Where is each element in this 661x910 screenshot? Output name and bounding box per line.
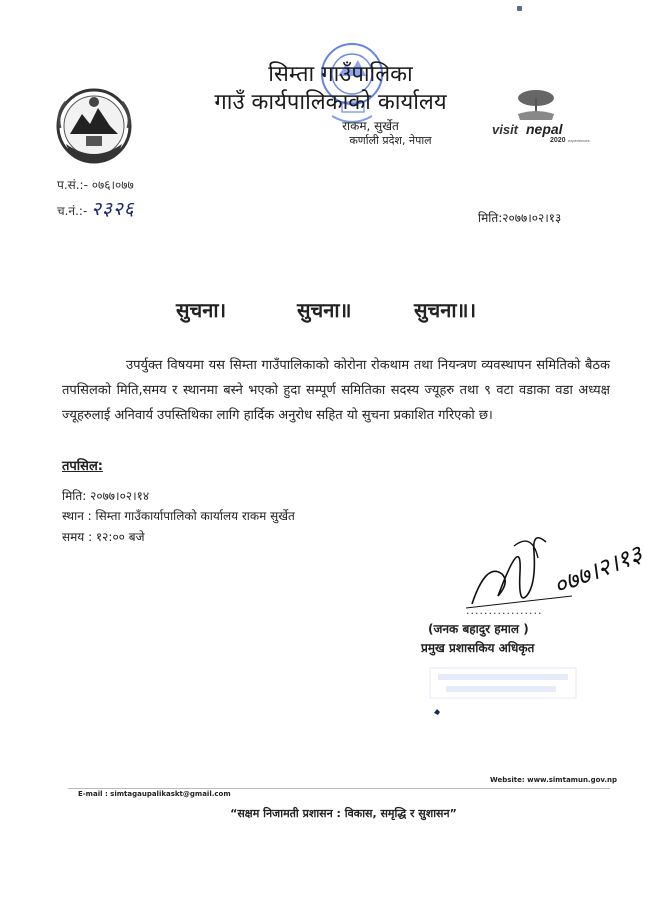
ink-speck [432,707,442,717]
address-line-1: राकम, सुर्खेत [342,119,399,133]
footer-motto: “सक्षम निजामती प्रशासन : विकास, समृद्धि र सुशासन” [230,807,457,820]
meeting-place: स्थान : सिम्ता गाउँकार्यापालिको कार्यालय राकम सुर्खेत [62,509,295,523]
officer-title: प्रमुख प्रशासकिय अधिकृत [421,641,535,655]
footer-website: Website: www.simtamun.gov.np [490,776,618,784]
meeting-time: समय : १२:०० बजे [62,530,145,544]
svg-text:visit: visit [492,122,519,137]
reference-chn [57,195,135,221]
notice-body [62,353,610,428]
notice-word-3: सुचना॥। [414,298,477,322]
municipality-name: सिम्ता गाउँपालिका [268,62,413,87]
chn-label: च.नं.:- [57,204,88,218]
handwritten-date: ०७७।२।१३ [549,539,647,601]
notice-word-1: सुचना। [176,298,227,322]
body-paragraph: उपर्युक्त विषयमा यस सिम्ता गाउँपालिकाको कोरोना रोकथाम तथा नियन्त्रण व्यवस्थापन समितिको बैठक तपसिलको मिति,समय र स्थानमा बस्ने भएको हुदा सम्पूर्ण समितिका सदस्य ज्यूहरु तथा ९ वटा वडाका वडा अध्यक्ष ज्यूहरुलाई अनिवार्य उपस्तिथिका लागि हार्दिक अनुरोध सहित यो सुचना प्रकाशित गरिएको छ। [62,358,610,423]
reference-ps [57,176,134,193]
details-title: तपसिल: [62,459,103,474]
chn-handwritten-value: २३२६ [91,198,135,220]
svg-text:nepal: nepal [526,121,563,137]
officer-name: (जनक बहादुर हमाल ) [428,622,529,636]
letter-date: मिति:२०७७।०२।१३ [478,211,562,225]
meeting-date: मिति: २०७७।०२।१४ [62,489,150,503]
address-line-2: कर्णाली प्रदेश, नेपाल [349,134,432,147]
svg-text:2020: 2020 [550,137,566,144]
signature-scrawl [462,512,647,618]
signature-dots: ................. [466,604,543,617]
faded-name-stamp [428,664,578,702]
footer-divider [68,788,610,789]
notice-heading [0,296,661,336]
svg-text:experiences: experiences [568,138,590,143]
corner-mark [517,6,522,11]
notice-word-2: सुचना॥ [297,298,352,322]
footer-email: E-mail : simtagaupalikaskt@gmail.com [78,790,231,798]
ps-label: प.सं.:- [57,178,88,192]
ps-value: ०७६।०७७ [91,178,134,192]
office-name: गाउँ कार्यपालिकाको कार्यालय [214,90,447,115]
